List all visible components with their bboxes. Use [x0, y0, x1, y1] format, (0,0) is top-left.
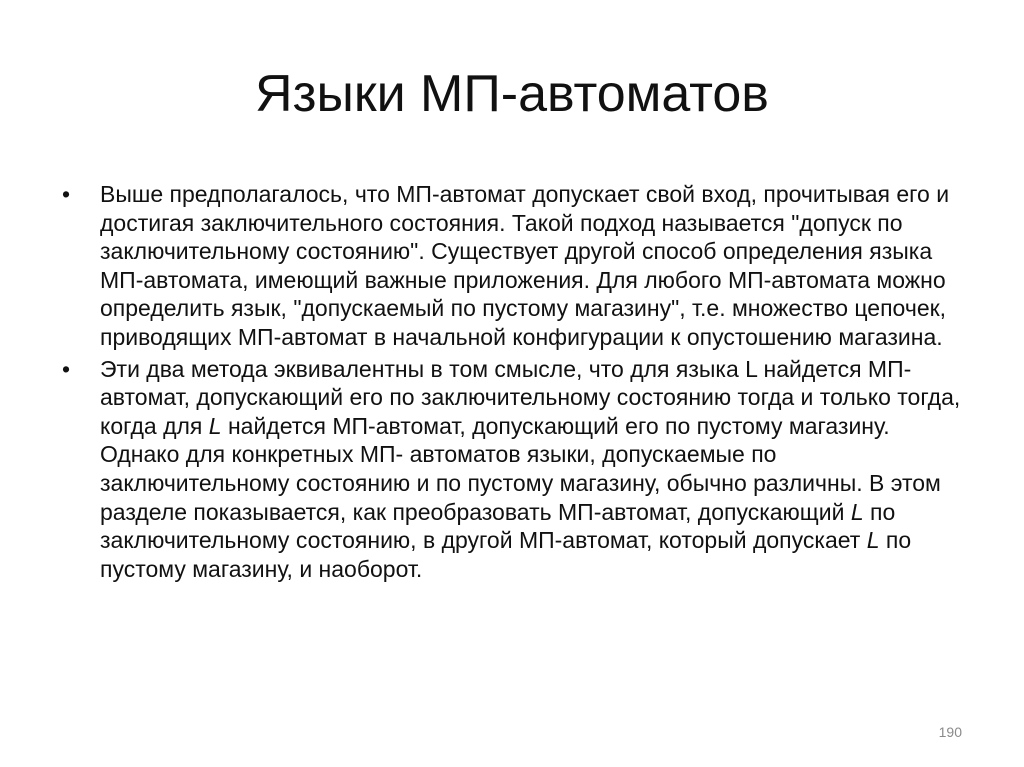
- bullet-marker: •: [62, 181, 71, 207]
- page-number: 190: [938, 724, 962, 740]
- slide-title: Языки МП-автоматов: [255, 65, 769, 123]
- bullet-text-segment: Эти два метода эквивалентны в том смысле, что для языка L найдется МП-автомат, допускающий его по заключительному состоянию тогда и только тогда, когда для: [100, 355, 961, 439]
- bullet-text-segment: по пустому магазину, и наоборот.: [100, 527, 912, 582]
- bullet-list: [62, 180, 972, 586]
- bullet-text-segment: по заключительному состоянию, в другой МП-автомат, который допускает: [100, 498, 896, 554]
- bullet-text-1: [100, 181, 949, 350]
- bullet-item-2: [62, 355, 972, 584]
- bullet-item-1: [62, 180, 972, 352]
- bullet-text-segment-italic: L: [208, 412, 222, 439]
- bullet-text-2: [100, 356, 960, 582]
- bullet-text-segment-italic: L: [850, 498, 864, 525]
- bullet-marker: •: [62, 355, 71, 382]
- bullet-text-segment-italic: L: [866, 527, 880, 554]
- bullet-text-segment: найдется МП-автомат, допускающий его по пустому магазину. Однако для конкретных МП- автоматов языки, допускаемые по заключительному состоянию и по пустому магазину, обычно различны. В этом разделе показывается, как преобразовать МП-автомат, допускающий: [100, 412, 941, 525]
- bullet-text-segment: Выше предполагалось, что МП-автомат допускает свой вход, прочитывая его и достигая заключительного состояния. Такой подход называется "допуск по заключительному состоянию". Существует другой способ определения языка МП-автомата, имеющий важные приложения. Для любого МП-автомата можно определить язык, "допускаемый по пустому магазину", т.е. множество цепочек, приводящих МП-автомат в начальной конфигурации к опустошению магазина.: [100, 181, 950, 350]
